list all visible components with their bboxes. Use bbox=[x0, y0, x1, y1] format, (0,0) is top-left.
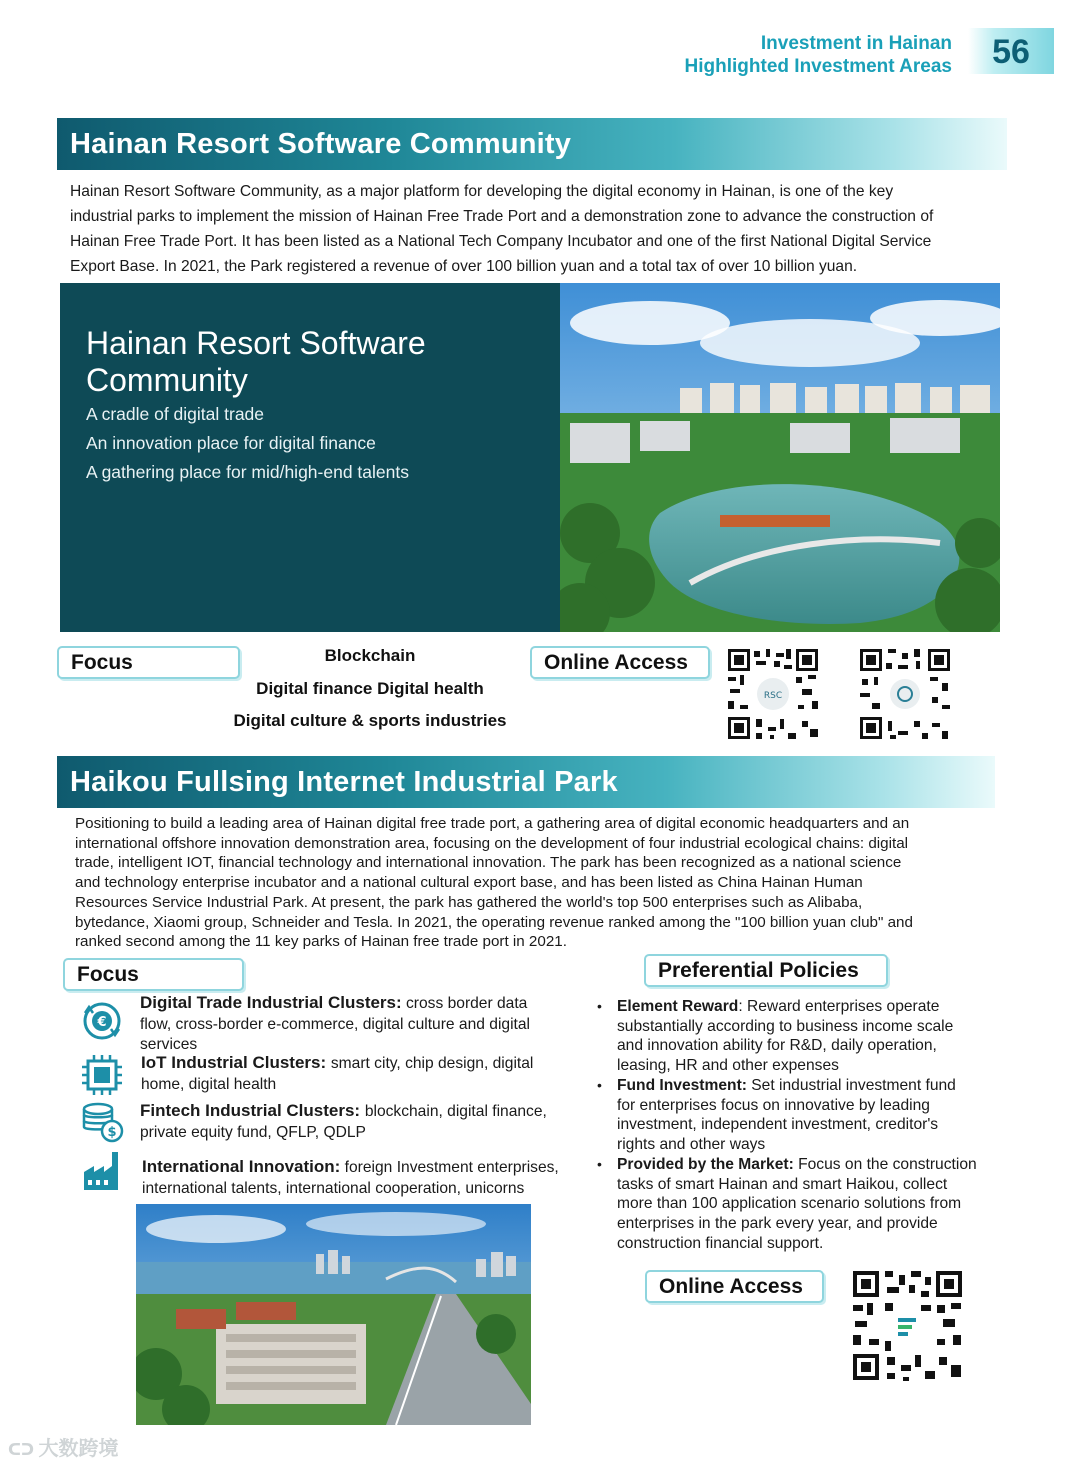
bullet-icon: • bbox=[597, 1156, 602, 1172]
section2-paragraph-line: bytedance, Xiaomi group, Schneider and Tesla. In 2021, the operating revenue ranked among the "100 billion yuan club" and bbox=[75, 913, 913, 931]
hero-title-line1: Hainan Resort Software bbox=[86, 325, 426, 361]
section1-paragraph-line: industrial parks to implement the mission of Hainan Free Trade Port and a demonstration zone to advance the construction of bbox=[70, 208, 934, 225]
watermark-text: 大数跨境 bbox=[38, 1438, 119, 1460]
internet-park-photo bbox=[136, 1204, 531, 1425]
online-access-tag-2: Online Access bbox=[645, 1270, 824, 1303]
section2-title: Haikou Fullsing Internet Industrial Park bbox=[57, 756, 995, 808]
policy-text: Focus on the construction bbox=[793, 1156, 977, 1173]
section2-paragraph-line: international offshore innovation demonstration area, focusing on the development of four industrial ecological chains: digital bbox=[75, 834, 909, 852]
focus-item-text: cross border data bbox=[401, 995, 528, 1012]
hero-tagline: A gathering place for mid/high-end talents bbox=[86, 462, 409, 482]
policy-title: Provided by the Market: bbox=[617, 1156, 794, 1173]
focus-item-text: blockchain, digital finance, bbox=[364, 1103, 547, 1120]
focus-item-text: services bbox=[140, 1036, 198, 1053]
qr-code-1[interactable] bbox=[726, 647, 820, 741]
policy-fund-investment bbox=[597, 1076, 994, 1155]
watermark-logo-icon: ᑕᑐ bbox=[8, 1442, 39, 1459]
preferential-policies-tag: Preferential Policies bbox=[644, 954, 888, 987]
focus-item-digital-trade bbox=[140, 993, 580, 1056]
section1-title: Hainan Resort Software Community bbox=[57, 118, 1007, 170]
qr-code-2[interactable] bbox=[858, 647, 952, 741]
qr-code-3[interactable] bbox=[851, 1269, 964, 1382]
bullet-icon: • bbox=[597, 1077, 602, 1093]
hero-tagline: An innovation place for digital finance bbox=[86, 433, 376, 453]
focus-item-title: Fintech Industrial Clusters: bbox=[140, 1101, 365, 1120]
focus-line-blockchain: Blockchain bbox=[324, 646, 416, 665]
policy-text: for enterprises focus on innovative by leading bbox=[617, 1096, 930, 1114]
focus-item-text: flow, cross-border e-commerce, digital culture and digital bbox=[140, 1015, 531, 1033]
focus-tag-2: Focus bbox=[63, 958, 244, 991]
hero-title bbox=[86, 325, 426, 399]
policy-text: tasks of smart Hainan and smart Haikou, collect bbox=[617, 1175, 948, 1193]
focus-item-fintech bbox=[140, 1101, 590, 1143]
bullet-icon: • bbox=[597, 998, 602, 1014]
focus-item-text: international talents, international cooperation, unicorns bbox=[142, 1179, 525, 1197]
section2-paragraph-line: Positioning to build a leading area of Hainan digital free trade port, a gathering area of digital economic headquarters and an bbox=[75, 815, 910, 832]
focus-item-text: smart city, chip design, digital bbox=[330, 1055, 534, 1072]
focus-item-title: IoT Industrial Clusters: bbox=[141, 1053, 331, 1072]
focus-item-iot bbox=[141, 1053, 581, 1095]
section2-paragraph-line: Resources Service Industrial Park. At present, the park has gathered the world's top 500 enterprises such as Alibaba, bbox=[75, 893, 863, 911]
fintech-icon bbox=[80, 1100, 124, 1144]
focus-line-digital-finance: Digital finance Digital health bbox=[256, 679, 484, 698]
hero-panel bbox=[60, 283, 560, 632]
policy-title: Fund Investment: bbox=[617, 1077, 747, 1094]
focus-item-text: foreign Investment enterprises, bbox=[340, 1159, 559, 1176]
policy-text: leasing, HR and other expenses bbox=[617, 1057, 839, 1075]
section2-paragraph-line: ranked second among the 11 key parks of Hainan free trade port in 2021. bbox=[75, 933, 567, 951]
section1-paragraph bbox=[70, 179, 994, 279]
watermark bbox=[8, 1432, 119, 1461]
digital-trade-icon bbox=[80, 999, 124, 1043]
iot-icon bbox=[80, 1053, 124, 1097]
focus-line-digital-culture: Digital culture & sports industries bbox=[233, 711, 507, 730]
header-subtitle: Highlighted Investment Areas bbox=[684, 56, 952, 77]
focus-item-international bbox=[142, 1157, 592, 1199]
policy-text: Set industrial investment fund bbox=[746, 1077, 956, 1094]
section2-paragraph bbox=[75, 814, 993, 952]
policy-text: rights and other ways bbox=[617, 1136, 766, 1154]
svg-text:€: € bbox=[97, 1015, 107, 1030]
section2-paragraph-line: and technology enterprise incubator and a national cultural export base, and has been listed as China Hainan Human bbox=[75, 874, 863, 892]
policy-text: and innovation ability for R&D, daily operation, bbox=[617, 1037, 937, 1055]
header-title: Investment in Hainan bbox=[760, 33, 952, 54]
hero-tagline: A cradle of digital trade bbox=[86, 404, 265, 424]
focus-item-title: International Innovation: bbox=[142, 1157, 341, 1176]
page-number: 56 bbox=[968, 28, 1054, 74]
software-park-photo bbox=[560, 283, 1000, 632]
svg-text:RSC: RSC bbox=[763, 691, 783, 701]
policy-text: investment, independent investment, creditor's bbox=[617, 1116, 939, 1134]
policy-text: enterprises in the park every year, and provide bbox=[617, 1215, 938, 1233]
focus-item-text: home, digital health bbox=[141, 1075, 277, 1093]
focus-item-text: private equity fund, QFLP, QDLP bbox=[140, 1123, 366, 1141]
section1-paragraph-line: Export Base. In 2021, the Park registered a revenue of over 100 billion yuan and a total tax of over 10 billion yuan. bbox=[70, 258, 858, 275]
section1-paragraph-line: Hainan Free Trade Port. It has been listed as a National Tech Company Incubator and one of the first National Digital Service bbox=[70, 233, 932, 250]
section2-paragraph-line: trade, intelligent IOT, financial technology and international innovation. The park has been recognized as a national science bbox=[75, 854, 902, 872]
svg-text:$: $ bbox=[107, 1125, 117, 1140]
policy-provided-by-market bbox=[597, 1155, 994, 1254]
policy-element-reward bbox=[597, 997, 994, 1076]
factory-icon bbox=[82, 1148, 126, 1192]
policy-text: substantially according to business income scale bbox=[617, 1017, 954, 1035]
online-access-tag: Online Access bbox=[530, 646, 710, 679]
hero-title-line2: Community bbox=[86, 362, 248, 398]
focus-item-title: Digital Trade Industrial Clusters: bbox=[140, 993, 402, 1012]
focus-tag: Focus bbox=[57, 646, 240, 679]
policy-title: Element Reward bbox=[617, 998, 739, 1015]
section1-paragraph-line: Hainan Resort Software Community, as a major platform for developing the digital economy in Hainan, is one of the key bbox=[70, 183, 894, 200]
policy-text: more than 100 application scenario solutions from bbox=[617, 1195, 962, 1213]
policy-text: : Reward enterprises operate bbox=[738, 998, 940, 1015]
policy-text: construction financial support. bbox=[617, 1234, 824, 1252]
